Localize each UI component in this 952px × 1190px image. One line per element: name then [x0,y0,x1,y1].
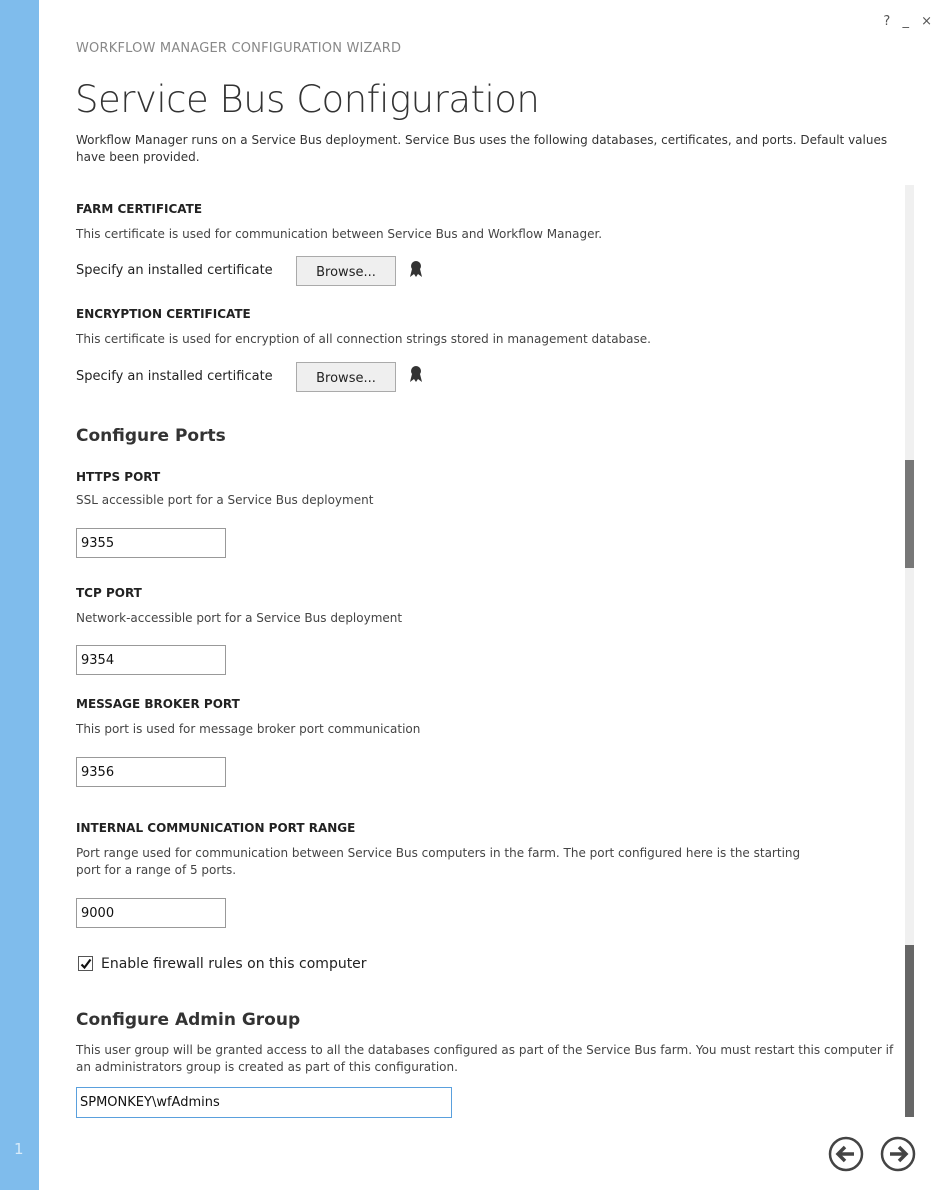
internal-port-range-input[interactable] [76,898,226,928]
scrollbar-thumb[interactable] [905,460,914,568]
farm-certificate-label: Specify an installed certificate [76,263,273,278]
intro-text: Workflow Manager runs on a Service Bus deployment. Service Bus uses the following databases, certificates, and ports. Default values have been provided. [76,133,888,164]
left-rail [0,0,39,1190]
arrow-left-icon [830,1138,862,1170]
https-port-description: SSL accessible port for a Service Bus deployment [76,493,374,507]
encryption-certificate-browse-button[interactable]: Browse... [296,362,396,392]
arrow-right-icon [882,1138,914,1170]
farm-certificate-icon[interactable] [409,260,423,278]
minimize-button[interactable]: _ [902,14,913,29]
wizard-title: WORKFLOW MANAGER CONFIGURATION WIZARD [76,41,402,56]
encryption-certificate-icon[interactable] [409,365,423,383]
close-button[interactable]: × [921,14,936,29]
admin-group-input[interactable] [76,1087,452,1118]
help-button[interactable]: ? [883,14,895,29]
configure-ports-heading: Configure Ports [76,426,226,446]
message-broker-port-description: This port is used for message broker port communication [76,722,421,736]
encryption-certificate-description: This certificate is used for encryption of all connection strings stored in management database. [76,332,651,346]
encryption-certificate-label: Specify an installed certificate [76,369,273,384]
tcp-port-description: Network-accessible port for a Service Bus deployment [76,611,403,625]
farm-certificate-description: This certificate is used for communication between Service Bus and Workflow Manager. [76,227,603,241]
next-button[interactable] [880,1136,916,1172]
https-port-input[interactable] [76,528,226,558]
encryption-certificate-heading: ENCRYPTION CERTIFICATE [76,307,251,321]
message-broker-port-heading: MESSAGE BROKER PORT [76,697,240,711]
internal-port-range-heading: INTERNAL COMMUNICATION PORT RANGE [76,821,356,835]
admin-group-description: This user group will be granted access to all the databases configured as part of the Service Bus farm. You must restart this computer if an administrators group is created as part of this configuration. [76,1043,894,1074]
step-number: 1 [14,1140,24,1158]
firewall-checkbox-label[interactable]: Enable firewall rules on this computer [101,956,367,972]
scrollbar-thumb-lower[interactable] [905,945,914,1117]
tcp-port-heading: TCP PORT [76,586,142,600]
configure-admin-group-heading: Configure Admin Group [76,1010,301,1030]
https-port-heading: HTTPS PORT [76,470,161,484]
window-controls [883,14,936,29]
checkmark-icon [80,958,92,970]
tcp-port-input[interactable] [76,645,226,675]
message-broker-port-input[interactable] [76,757,226,787]
back-button[interactable] [828,1136,864,1172]
internal-port-range-description: Port range used for communication between Service Bus computers in the farm. The port configured here is the starting port for a range of 5 ports. [76,846,801,877]
farm-certificate-heading: FARM CERTIFICATE [76,202,203,216]
farm-certificate-browse-button[interactable]: Browse... [296,256,396,286]
page-title: Service Bus Configuration [75,78,540,121]
firewall-checkbox[interactable] [78,956,93,971]
